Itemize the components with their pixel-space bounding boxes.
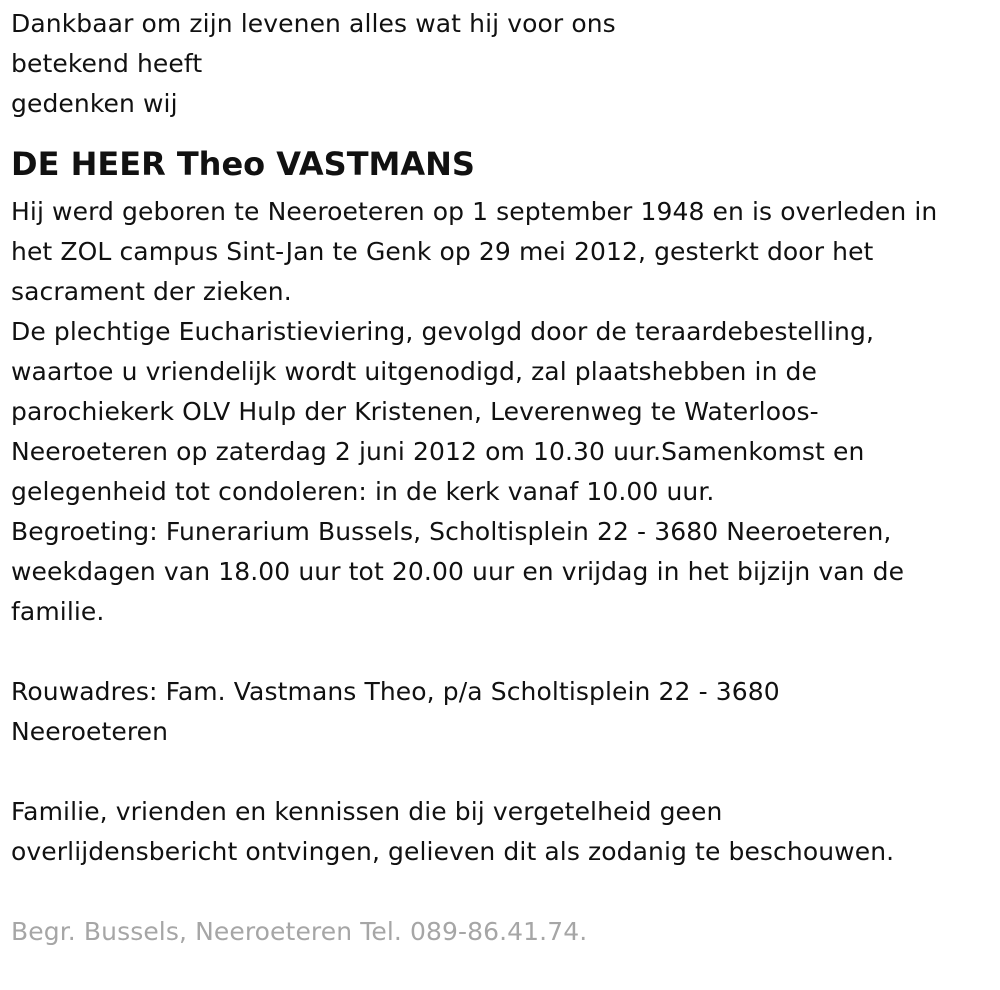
intro-line: betekend heeft (11, 49, 203, 78)
notice-line: overlijdensbericht ontvingen, gelieven dit als zodanig te beschouwen. (11, 837, 895, 866)
notice-section (11, 792, 991, 872)
spacer (11, 632, 991, 672)
body-line: Hij werd geboren te Neeroeteren op 1 september 1948 en is overleden in (11, 197, 938, 226)
intro-section (11, 4, 991, 124)
body-line: Begroeting: Funerarium Bussels, Scholtisplein 22 - 3680 Neeroeteren, (11, 517, 892, 546)
body-line: waartoe u vriendelijk wordt uitgenodigd, zal plaatshebben in de (11, 357, 818, 386)
obituary-notice (11, 4, 991, 952)
spacer (11, 872, 991, 912)
body-line: De plechtige Eucharistieviering, gevolgd door de teraardebestelling, (11, 317, 874, 346)
body-line: gelegenheid tot condoleren: in de kerk vanaf 10.00 uur. (11, 477, 715, 506)
deceased-name: DE HEER Theo VASTMANS (11, 145, 475, 183)
notice-line: Familie, vrienden en kennissen die bij vergetelheid geen (11, 797, 723, 826)
body-line: sacrament der zieken. (11, 277, 292, 306)
body-line: Neeroeteren op zaterdag 2 juni 2012 om 10.30 uur.Samenkomst en (11, 437, 865, 466)
spacer (11, 752, 991, 792)
intro-line: gedenken wij (11, 89, 178, 118)
body-line: het ZOL campus Sint-Jan te Genk op 29 mei 2012, gesterkt door het (11, 237, 874, 266)
body-line: familie. (11, 597, 105, 626)
address-line: Neeroeteren (11, 717, 169, 746)
body-line: parochiekerk OLV Hulp der Kristenen, Leverenweg te Waterloos- (11, 397, 819, 426)
funeral-home-footer: Begr. Bussels, Neeroeteren Tel. 089-86.41.74. (11, 917, 588, 946)
mourning-address-section (11, 672, 991, 752)
intro-line: Dankbaar om zijn levenen alles wat hij voor ons (11, 9, 616, 38)
body-section (11, 192, 991, 632)
address-line: Rouwadres: Fam. Vastmans Theo, p/a Scholtisplein 22 - 3680 (11, 677, 780, 706)
body-line: weekdagen van 18.00 uur tot 20.00 uur en vrijdag in het bijzijn van de (11, 557, 905, 586)
